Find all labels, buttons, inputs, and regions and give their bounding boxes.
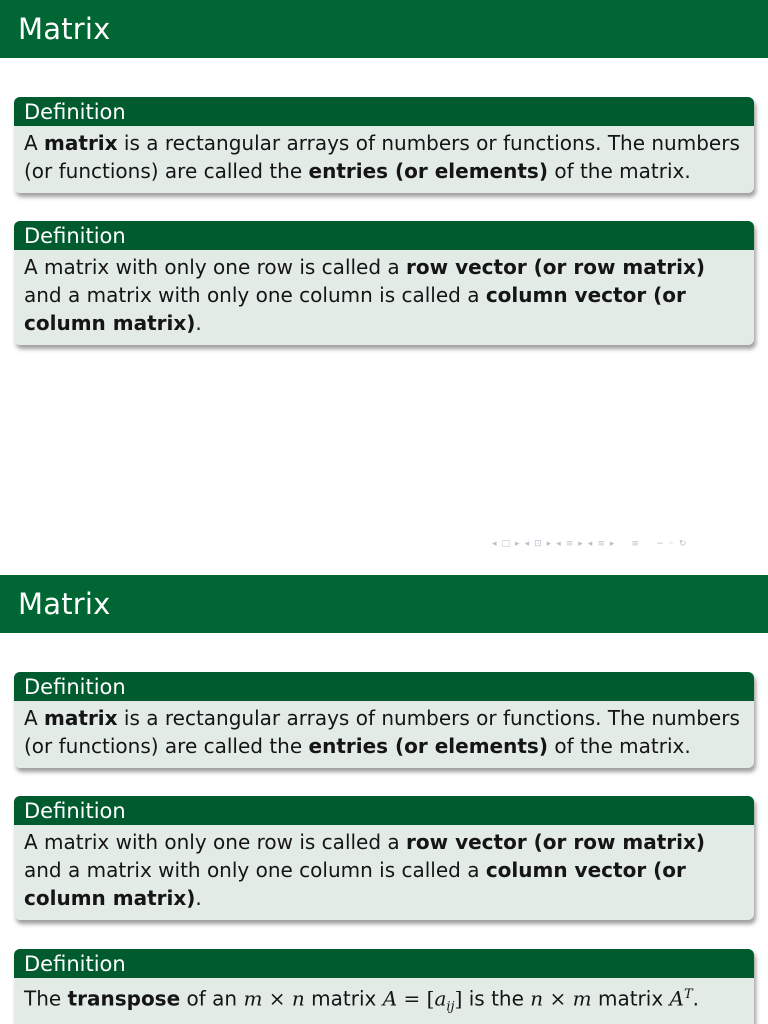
math-a: a (434, 986, 447, 1011)
block-body (14, 978, 754, 1024)
nav-menu-icon[interactable]: ≡ (631, 539, 639, 549)
math-A: A (382, 986, 398, 1011)
text: . (195, 311, 202, 335)
nav-right-icon[interactable]: ▸ (609, 539, 615, 549)
bold-term: row vector (or row matrix) (406, 830, 706, 854)
nav-frame-icon[interactable]: □ (501, 539, 511, 549)
block-title: Definition (14, 796, 754, 825)
definition-block-vectors (14, 221, 754, 345)
nav-left-icon[interactable]: ◂ (587, 539, 593, 549)
nav-subsection-icon[interactable]: ⊡ (534, 539, 542, 549)
text: and a matrix with only one column is called a (24, 858, 486, 882)
bold-term: entries (or elements) (308, 159, 548, 183)
block-title: Definition (14, 949, 754, 978)
nav-right-icon[interactable]: ▸ (578, 539, 583, 549)
text: of the matrix. (547, 734, 691, 758)
math-equals-bracket: = [ (397, 986, 435, 1011)
definition-block-matrix (14, 672, 754, 768)
text: A matrix with only one row is called a (24, 830, 407, 854)
nav-search-icon[interactable]: ◦ (668, 539, 674, 549)
bold-term: matrix (44, 706, 118, 730)
math-superscript-T: T (683, 987, 693, 1002)
block-body (14, 250, 754, 345)
nav-left-icon[interactable]: ◂ (492, 539, 497, 549)
bold-term: row vector (or row matrix) (406, 255, 706, 279)
text: . (195, 886, 202, 910)
nav-section-icon[interactable]: ≡ (565, 539, 574, 549)
math-m: m (243, 986, 263, 1011)
nav-left-icon[interactable]: ◂ (556, 539, 561, 549)
text: is a rectangular arrays of numbers or functions. The numbers (or functions) are called the (24, 131, 740, 183)
nav-right-icon[interactable]: ▸ (515, 539, 520, 549)
frame-title: Matrix (0, 575, 768, 633)
definition-block-vectors (14, 796, 754, 920)
definition-block-matrix (14, 97, 754, 193)
block-title: Definition (14, 97, 754, 126)
bold-term: transpose (67, 986, 181, 1011)
math-n: n (291, 986, 305, 1011)
bold-term: column vector (or column matrix) (24, 858, 686, 910)
nav-back-icon[interactable]: ∽ (655, 539, 664, 549)
block-title: Definition (14, 221, 754, 250)
math-subscript-ij: ij (446, 999, 455, 1015)
text: matrix (591, 986, 670, 1011)
text: A (24, 131, 45, 155)
nav-right-icon[interactable]: ▸ (546, 539, 552, 549)
nav-document-icon[interactable]: ≡ (597, 539, 605, 549)
text: The (24, 986, 68, 1011)
block-body (14, 825, 754, 920)
text: is the (462, 986, 531, 1011)
math-n: n (530, 986, 544, 1011)
math-m: m (572, 986, 592, 1011)
block-body (14, 701, 754, 768)
navigation-symbols (492, 538, 686, 550)
block-body (14, 126, 754, 193)
math-times: × (543, 986, 573, 1011)
text: A matrix with only one row is called a (24, 255, 407, 279)
math-close-bracket: ] (454, 986, 463, 1011)
bold-term: entries (or elements) (308, 734, 548, 758)
frame-title: Matrix (0, 0, 768, 58)
text: of the matrix. (547, 159, 691, 183)
text: matrix (304, 986, 383, 1011)
bold-term: column vector (or column matrix) (24, 283, 686, 335)
nav-forward-icon[interactable]: ↻ (678, 539, 687, 549)
text: of an (180, 986, 244, 1011)
text: is a rectangular arrays of numbers or functions. The numbers (or functions) are called the (24, 706, 740, 758)
math-A-transpose: A (669, 986, 684, 1011)
math-times: × (262, 986, 292, 1011)
text: and a matrix with only one column is called a (24, 283, 486, 307)
bold-term: matrix (44, 131, 118, 155)
block-title: Definition (14, 672, 754, 701)
text: A (24, 706, 45, 730)
slide-2 (0, 575, 768, 1024)
nav-left-icon[interactable]: ◂ (524, 539, 530, 549)
definition-block-transpose (14, 949, 754, 1024)
text: . (692, 986, 700, 1011)
